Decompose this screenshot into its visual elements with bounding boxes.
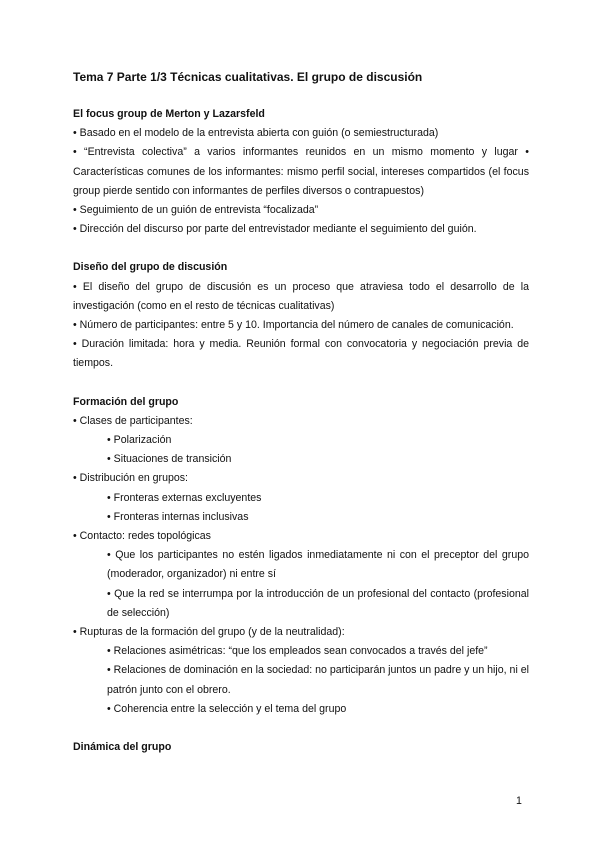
sub-bullet-item: • Fronteras internas inclusivas: [107, 510, 249, 523]
sub-bullet-item: • Relaciones asimétricas: “que los empleados sean convocados a través del jefe”: [107, 645, 488, 658]
bullet-item: • “Entrevista colectiva” a varios informantes reunidos en un mismo momento y lugar • Características comunes de los informantes: mismo perfil social, intereses compartidos (el focus group pierde sentido con informantes de perfiles diversos o contrapuestos): [73, 146, 529, 197]
document-page: [73, 68, 529, 776]
section-heading: El focus group de Merton y Lazarsfeld: [73, 108, 265, 120]
bullet-item: • Distribución en grupos:: [73, 472, 189, 485]
bullet-item: • Número de participantes: entre 5 y 10. Importancia del número de canales de comunicación.: [73, 319, 514, 332]
sub-bullet-item: • Polarización: [107, 434, 172, 447]
sub-bullet-item: • Fronteras externas excluyentes: [107, 491, 262, 504]
bullet-item: • Contacto: redes topológicas: [73, 530, 211, 543]
page-number: 1: [516, 795, 522, 807]
section-diseno: [73, 258, 529, 373]
sub-bullet-item: • Que los participantes no estén ligados inmediatamente ni con el preceptor del grupo (moderador, organizador) ni entre sí: [107, 549, 529, 581]
bullet-item: • Basado en el modelo de la entrevista abierta con guión (o semiestructurada): [73, 127, 439, 140]
section-heading: Diseño del grupo de discusión: [73, 261, 228, 274]
document-title: Tema 7 Parte 1/3 Técnicas cualitativas. El grupo de discusión: [73, 70, 423, 84]
section-heading: Formación del grupo: [73, 395, 179, 408]
bullet-item: • Dirección del discurso por parte del entrevistador mediante el seguimiento del guión.: [73, 223, 477, 236]
bullet-item: • Rupturas de la formación del grupo (y de la neutralidad):: [73, 626, 345, 639]
bullet-item: • Seguimiento de un guión de entrevista “focalizada”: [73, 204, 319, 217]
section-heading: Dinámica del grupo: [73, 741, 172, 754]
sub-bullet-item: • Relaciones de dominación en la sociedad: no participarán juntos un padre y un hijo, ni el patrón junto con el obrero.: [107, 664, 529, 696]
sub-bullet-item: • Coherencia entre la selección y el tema del grupo: [107, 702, 347, 715]
section-focus-group: [73, 105, 529, 239]
section-dinamica: [73, 738, 529, 757]
bullet-item: • Clases de participantes:: [73, 414, 193, 427]
bullet-item: • Duración limitada: hora y media. Reunión formal con convocatoria y negociación previa de tiempos.: [73, 338, 529, 370]
section-formacion: [73, 393, 529, 719]
sub-bullet-item: • Que la red se interrumpa por la introducción de un profesional del contacto (profesional de selección): [107, 587, 529, 619]
sub-bullet-item: • Situaciones de transición: [107, 453, 232, 466]
bullet-item: • El diseño del grupo de discusión es un proceso que atraviesa todo el desarrollo de la investigación (como en el resto de técnicas cualitativas): [73, 280, 529, 312]
